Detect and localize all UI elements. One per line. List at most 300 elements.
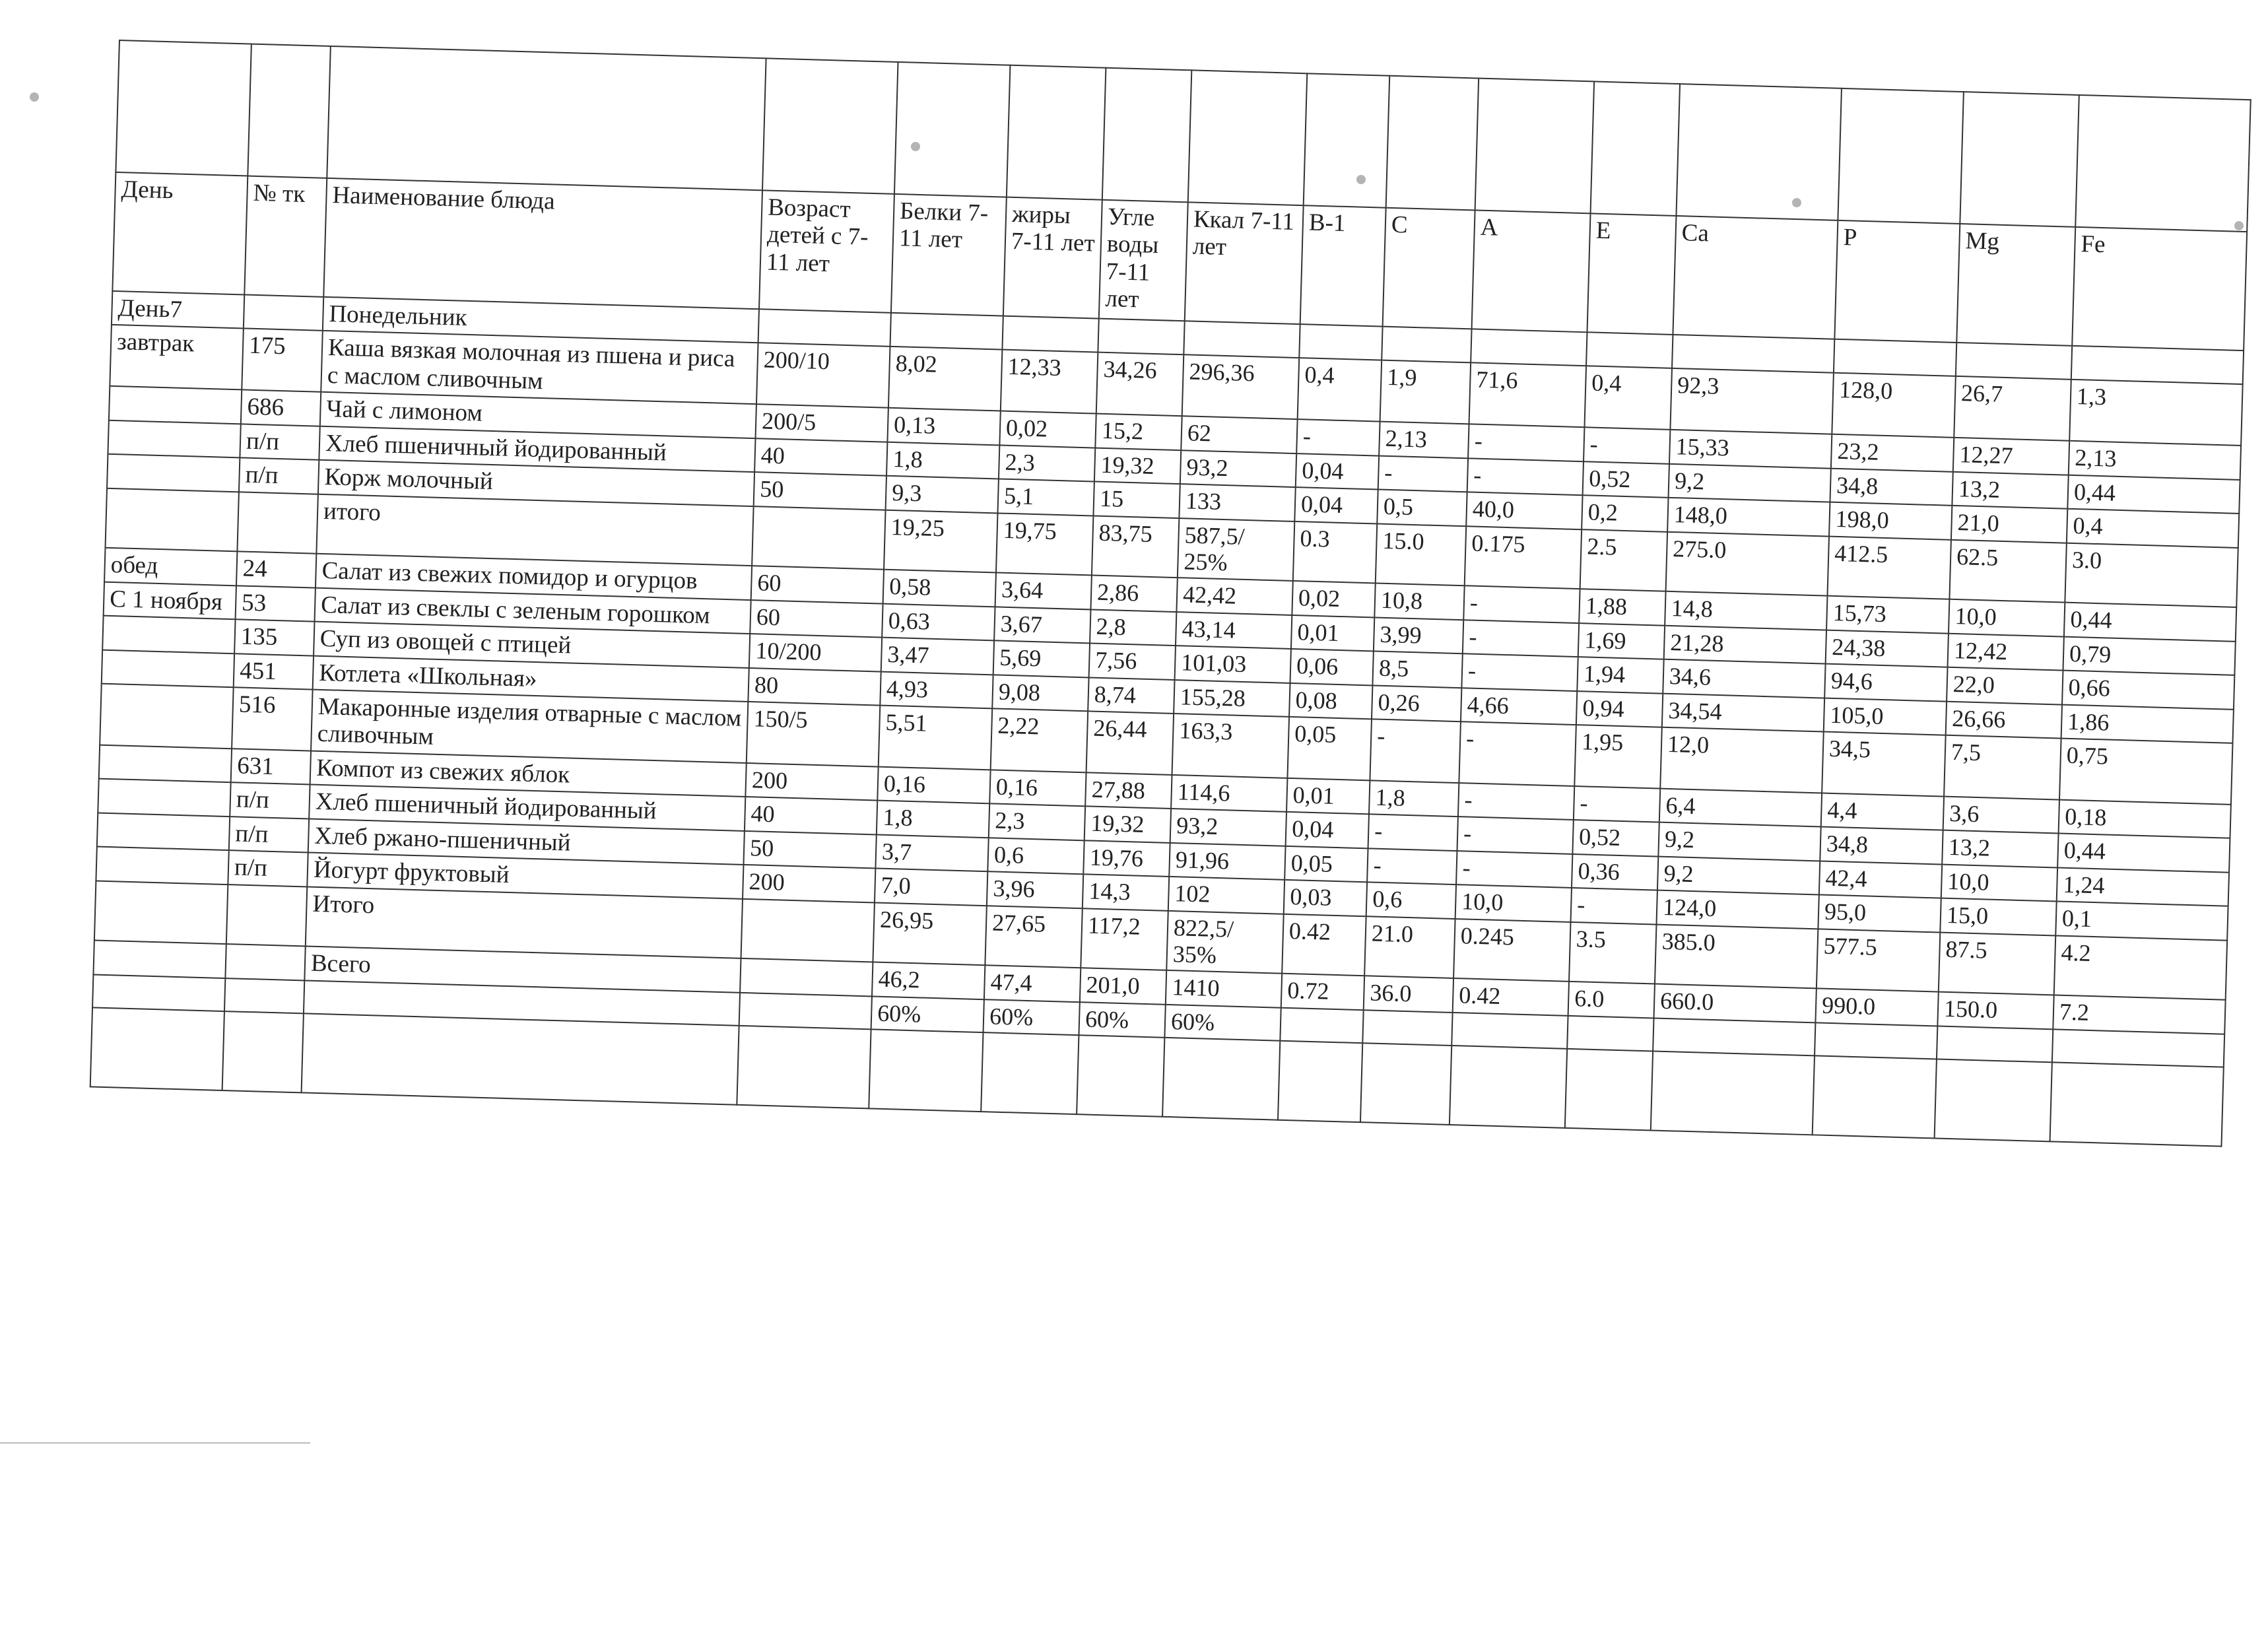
cell-dish-name: Каша вязкая молочная из пшена и риса с маслом сливочным [321,331,758,404]
cell-b1: 0,06 [1290,649,1373,685]
cell-dish-name: Понедельник [323,297,759,343]
cell-day [99,745,232,782]
cell-fe [2071,346,2244,385]
cell-carbs: 60% [1079,1002,1165,1038]
cell-dish-name: Корж молочный [318,460,754,506]
cell-fat: 60% [984,999,1080,1035]
cell-ca: 21,28 [1664,625,1826,663]
cell-e: - [1584,428,1670,464]
cell-fe: 2,13 [2069,441,2241,480]
cell-dish-name: Котлета «Школьная» [313,655,749,702]
cell-mg: 21,0 [1951,506,2067,543]
cell-ca: 6,4 [1659,789,1822,827]
cell-ca: 9,2 [1658,822,1820,861]
cell-protein: 0,63 [882,603,995,640]
cell-fe: 0,1 [2055,902,2228,941]
cell-kcal: 42,42 [1176,578,1292,615]
cell-carbs [1098,319,1184,355]
cell-kcal [1184,321,1300,358]
cell-dish-name: Чай с лимоном [320,392,756,438]
cell-age: 40 [745,797,877,834]
cell-c [1382,327,1471,363]
cell-e: 0,52 [1583,461,1669,498]
col-e: Е [1587,213,1676,335]
cell-c: 36.0 [1364,976,1453,1012]
cell-p: 23,2 [1831,434,1954,472]
cell-fe: 0,18 [2059,799,2231,838]
cell-p: 24,38 [1826,630,1949,667]
cell-tk [224,978,304,1014]
cell-tk [225,944,305,980]
cell-c: - [1370,719,1461,783]
cell-mg: 15,0 [1940,898,2056,935]
cell-tk: 24 [236,552,316,588]
cell-ca: 385.0 [1655,924,1818,988]
cell-carbs: 7,56 [1089,644,1176,680]
cell-carbs: 19,32 [1094,448,1181,484]
cell-a: 0.175 [1465,526,1582,589]
cell-b1: 0,01 [1286,778,1370,815]
cell-tk [237,492,317,554]
cell-tk [226,885,307,947]
scan-speck [2234,221,2244,230]
cell-kcal: 155,28 [1174,680,1290,717]
cell-protein: 7,0 [875,869,987,906]
cell-c: 0,6 [1366,882,1456,918]
cell-kcal: 1410 [1166,970,1282,1007]
cell-age: 50 [743,831,876,869]
cell-b1: 0.3 [1293,521,1377,584]
cell-kcal: 91,96 [1169,843,1285,880]
cell-a: - [1459,721,1576,786]
cell-a: - [1458,783,1574,820]
cell-age: 200 [745,763,878,801]
cell-day: обед [104,548,237,585]
cell-ca: 124,0 [1656,890,1818,929]
cell-dish-name: Салат из свежих помидор и огурцов [316,554,752,600]
cell-day [102,616,235,653]
cell-e: - [1571,888,1657,924]
cell-carbs: 117,2 [1081,908,1168,970]
cell-p: 105,0 [1824,698,1947,735]
cell-p: 42,4 [1819,861,1942,898]
cell-ca: 148,0 [1667,498,1830,536]
blank-cell [222,1011,304,1092]
cell-protein: 19,25 [884,510,997,572]
cell-e: 3.5 [1569,922,1656,984]
cell-tk: 516 [232,687,313,751]
cell-age [740,958,873,996]
blank-cell [1676,84,1841,220]
cell-age: 10/200 [749,634,882,671]
cell-c: 0,5 [1377,490,1467,526]
cell-protein: 0,58 [883,570,996,607]
cell-b1: 0.72 [1281,974,1364,1010]
cell-ca: 9,2 [1657,856,1820,894]
cell-a: 0.245 [1453,919,1570,982]
blank-cell [1162,1038,1280,1120]
cell-fat: 2,3 [989,804,1085,840]
cell-tk: п/п [229,817,309,853]
cell-ca: 92,3 [1670,368,1833,434]
cell-mg: 3,6 [1943,797,2059,834]
cell-e: 1,95 [1574,725,1662,788]
cell-c: 3,99 [1374,617,1463,653]
cell-e: 0,52 [1572,820,1659,856]
blank-cell [248,44,331,178]
cell-ca: 34,6 [1663,659,1825,698]
cell-p [1834,339,1956,377]
cell-c [1362,1010,1452,1046]
cell-c: 1,8 [1369,780,1459,817]
cell-a: - [1463,585,1580,622]
cell-fat: 3,96 [987,871,1083,908]
cell-kcal: 133 [1179,484,1295,521]
cell-fe: 0,44 [2057,834,2230,873]
cell-ca: 15,33 [1669,430,1832,468]
cell-protein: 3,47 [881,638,994,675]
cell-b1 [1280,1007,1363,1043]
col-p: Р [1834,220,1960,343]
cell-p: 95,0 [1818,895,1941,933]
cell-day: День7 [112,291,244,329]
blank-cell [1102,68,1192,203]
col-b1: В-1 [1300,205,1386,326]
blank-cell [1565,1049,1653,1131]
blank-cell [1304,73,1390,207]
cell-tk: 686 [241,390,321,426]
col-fe: Fe [2072,227,2247,351]
cell-e: 1,69 [1578,623,1665,659]
cell-e: 0,36 [1572,854,1658,890]
cell-mg: 12,27 [1953,438,2069,475]
cell-c: - [1378,455,1468,492]
cell-mg: 26,7 [1954,376,2071,441]
cell-c: 15.0 [1376,523,1466,585]
cell-dish-name: Хлеб пшеничный йодированный [319,426,755,472]
cell-day [98,779,230,817]
blank-cell [981,1032,1079,1114]
cell-day [94,881,228,944]
cell-dish-name: Суп из овощей с птицей [314,622,750,668]
cell-b1 [1299,324,1382,360]
cell-carbs: 19,32 [1084,807,1171,843]
cell-kcal: 101,03 [1175,646,1291,683]
cell-fe: 0,75 [2059,739,2232,805]
cell-protein: 3,7 [875,834,988,871]
cell-carbs: 26,44 [1086,711,1174,774]
cell-fat: 9,08 [992,675,1088,711]
cell-carbs: 14,3 [1083,874,1169,910]
cell-b1: 0,03 [1284,880,1367,916]
cell-p: 15,73 [1826,596,1949,634]
cell-fe: 0,66 [2062,671,2234,710]
cell-b1: 0,04 [1286,812,1369,848]
blank-cell [2075,95,2250,232]
cell-fe: 0,79 [2063,636,2235,675]
cell-age: 200/10 [756,343,890,408]
cell-ca: 660.0 [1654,984,1817,1022]
menu-sheet [81,40,2250,1458]
cell-kcal: 114,6 [1171,775,1287,812]
blank-cell [894,62,1011,197]
cell-tk: п/п [239,458,319,494]
cell-mg: 87.5 [1939,932,2055,995]
cell-ca [1672,335,1834,373]
blank-cell [1188,70,1308,205]
cell-day [109,386,242,424]
cell-fat: 12,33 [1001,350,1098,414]
cell-kcal: 296,36 [1182,355,1300,420]
cell-protein: 1,8 [877,801,989,838]
cell-fe: 1,3 [2069,380,2242,446]
cell-a [1451,1013,1568,1049]
cell-ca: 12,0 [1660,727,1823,793]
cell-e [1567,1016,1653,1052]
col-a: А [1472,210,1591,332]
cell-tk: 631 [231,749,311,785]
cell-dish-name: Хлеб ржано-пшеничный [308,818,745,865]
cell-fat: 47,4 [984,965,1081,1001]
cell-e [1586,332,1673,368]
blank-cell [1651,1051,1815,1135]
cell-a: - [1457,817,1573,853]
cell-tk: 135 [234,619,314,655]
blank-cell [1813,1055,1937,1138]
cell-p: 577.5 [1817,929,1940,992]
cell-p [1815,1022,1937,1059]
col-carbs: Угле воды 7-11 лет [1099,200,1188,321]
cell-protein: 46,2 [872,962,985,999]
blank-cell [116,40,251,176]
cell-ca: 9,2 [1669,464,1831,502]
cell-tk: 53 [236,585,316,622]
cell-b1: 0,02 [1292,581,1375,617]
cell-dish-name: Хлеб пшеничный йодированный [309,785,745,831]
cell-carbs: 201,0 [1080,968,1166,1004]
blank-cell [90,1007,224,1090]
cell-age [752,506,885,570]
cell-protein: 1,8 [886,442,999,479]
cell-fat: 5,1 [997,479,1094,516]
cell-e: 0,94 [1576,691,1663,727]
cell-carbs: 34,26 [1096,352,1184,416]
cell-e: 1,94 [1577,657,1663,693]
blank-cell [737,1026,871,1109]
cell-a: 40,0 [1466,492,1582,529]
cell-c: 1,9 [1380,360,1471,424]
cell-kcal: 62 [1181,417,1297,453]
scan-speck [911,142,920,151]
blank-cell [1077,1035,1164,1117]
cell-kcal: 60% [1164,1005,1281,1041]
cell-age: 40 [754,438,887,476]
blank-cell [1960,92,2079,227]
cell-tk [244,294,323,331]
cell-p: 34,8 [1820,827,1943,865]
cell-c: 2,13 [1379,422,1469,458]
cell-protein: 0,13 [887,408,1000,445]
col-protein: Белки 7-11 лет [891,194,1007,316]
cell-a: - [1456,851,1572,888]
cell-c: 8,5 [1372,651,1462,688]
cell-tk: 451 [234,653,314,690]
cell-carbs: 15,2 [1095,414,1182,450]
cell-fat: 3,64 [995,573,1092,609]
cell-e: 6.0 [1568,982,1655,1018]
cell-mg: 12,42 [1948,633,2064,670]
cell-dish-name: итого [316,494,753,566]
cell-mg: 26,66 [1946,701,2062,738]
cell-fat: 5,69 [993,641,1090,677]
scan-edge-line [0,1442,310,1444]
col-ca: Са [1673,216,1838,339]
blank-cell [1360,1043,1451,1125]
cell-day [107,454,240,492]
cell-carbs: 2,86 [1090,576,1177,612]
cell-day [96,847,228,885]
cell-b1: 0,4 [1298,358,1382,422]
col-kcal: Ккал 7-11 лет [1185,202,1304,324]
cell-p: 990.0 [1815,989,1938,1026]
cell-dish-name: Йогурт фруктовый [307,853,743,899]
col-mg: Mg [1956,224,2075,346]
cell-fe: 3.0 [2065,543,2238,607]
cell-p: 128,0 [1832,373,1956,438]
cell-protein [890,313,1003,350]
cell-tk: п/п [240,424,319,460]
cell-carbs: 15 [1093,482,1180,518]
cell-protein: 4,93 [880,671,993,708]
cell-mg: 22,0 [1947,667,2063,704]
cell-p: 34,8 [1830,468,1952,506]
cell-c: - [1368,815,1458,851]
cell-day: завтрак [110,325,244,389]
cell-day: С 1 ноября [104,582,236,619]
cell-tk: п/п [230,782,310,818]
cell-kcal: 93,2 [1170,809,1286,846]
cell-fat: 2,22 [991,708,1088,772]
scan-speck [1356,175,1366,184]
col-day: День [112,172,248,295]
cell-fe: 4.2 [2054,935,2227,1000]
cell-age [741,899,874,962]
cell-b1: 0,05 [1287,717,1372,780]
cell-p: 34,5 [1822,732,1946,797]
cell-e: - [1574,786,1660,822]
col-age: Возраст детей с 7-11 лет [759,190,894,313]
cell-ca: 34,54 [1662,693,1824,731]
cell-kcal: 43,14 [1176,612,1292,649]
table-body [92,291,2244,1067]
col-dish-name: Наименование блюда [323,178,762,309]
blank-cell [1838,88,1964,224]
cell-b1: 0,05 [1284,846,1368,883]
blank-cell [302,1013,739,1104]
cell-fat: 0,16 [989,770,1086,806]
cell-carbs: 27,88 [1085,772,1172,809]
cell-a: - [1468,424,1584,461]
cell-c: 0,26 [1372,685,1461,721]
cell-a: 71,6 [1469,363,1587,428]
cell-protein: 26,95 [873,902,986,965]
cell-mg: 7,5 [1944,735,2061,800]
cell-b1: 0,08 [1289,683,1372,719]
cell-fat: 19,75 [996,513,1093,576]
cell-day [108,420,240,458]
blank-cell [1591,81,1681,216]
cell-protein: 8,02 [888,347,1003,411]
cell-fe [2052,1029,2224,1067]
cell-day [102,650,234,687]
cell-kcal: 163,3 [1172,714,1290,778]
cell-age: 150/5 [747,702,881,766]
blank-cell [1007,65,1106,200]
blank-cell [1450,1046,1567,1128]
cell-fe: 7.2 [2053,995,2225,1034]
cell-day [100,684,234,749]
cell-a: 10,0 [1455,885,1572,921]
cell-carbs: 8,74 [1088,677,1174,714]
cell-age: 60 [751,566,884,603]
blank-cell [1278,1041,1362,1122]
cell-age: 80 [748,668,881,706]
blank-cell [2050,1062,2224,1146]
cell-e: 1,88 [1579,589,1665,625]
cell-a [1471,329,1587,366]
cell-a: - [1461,653,1578,690]
cell-b1: 0,04 [1296,453,1379,490]
cell-fat [1002,316,1098,352]
cell-carbs: 83,75 [1092,516,1179,578]
cell-carbs: 19,76 [1083,840,1170,877]
cell-a: 0.42 [1453,978,1569,1015]
cell-fe: 1,24 [2057,867,2229,906]
cell-protein: 0,16 [877,766,990,803]
cell-a: - [1467,458,1584,495]
cell-a: - [1463,620,1579,657]
cell-tk: 175 [242,329,323,392]
cell-kcal: 587,5/ 25% [1178,518,1294,581]
cell-age [739,993,872,1030]
cell-b1: 0,01 [1291,615,1374,651]
cell-mg [1956,343,2072,380]
cell-tk: п/п [228,850,308,886]
blank-cell [327,46,766,190]
cell-dish-name: Компот из свежих яблок [310,751,747,797]
col-tk: № тк [244,176,327,297]
cell-fat: 3,67 [994,607,1090,643]
col-fat: жиры 7-11 лет [1003,197,1102,319]
col-c: С [1383,208,1475,329]
scan-speck [30,92,39,102]
cell-ca: 14,8 [1665,591,1827,630]
cell-mg: 10,0 [1941,864,2057,901]
cell-fe: 0,44 [2067,475,2240,514]
cell-e: 0,2 [1582,495,1668,531]
cell-c: 21.0 [1364,916,1455,978]
cell-e: 0,4 [1584,366,1672,430]
cell-c: 10,8 [1374,584,1464,620]
cell-mg: 10,0 [1949,599,2065,636]
cell-fe: 0,4 [2067,509,2239,548]
cell-age: 50 [754,472,886,510]
cell-ca: 275.0 [1666,531,1829,595]
cell-fe: 0,44 [2064,603,2236,642]
cell-mg: 13,2 [1952,472,2068,509]
cell-age: 200/5 [756,404,888,442]
cell-age: 200 [743,865,875,902]
